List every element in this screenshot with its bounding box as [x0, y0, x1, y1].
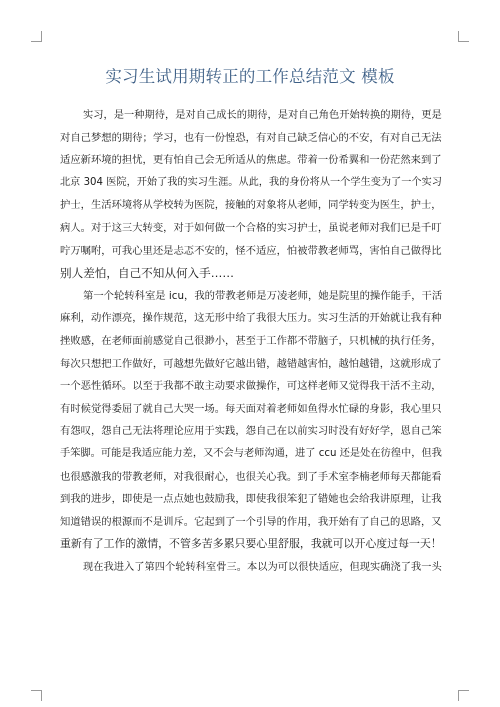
document-title: 实习生试用期转正的工作总结范文 模板	[105, 67, 395, 86]
paragraph-line: 护士，生活环境将从学校转为医院，接触的对象将从老师，同学转变为医生，护士，	[60, 199, 442, 212]
paragraph-line: 挫败感，在老师面前感觉自己很渺小，甚至于工作都不带脑子，只机械的执行任务，	[60, 334, 442, 347]
paragraph-line: 咛万嘱咐，可我心里还是忐忑不安的，怪不适应，怕被带教老师骂，害怕自己做得比	[60, 244, 442, 257]
paragraph-line: 每次只想把工作做好，可越想先做好它越出错，越错越害怕，越怕越错，这就形成了	[60, 357, 442, 370]
paragraph-1	[60, 104, 442, 285]
paragraph-line: 第一个轮转科室是 icu，我的带教老师是万凌老师，她是院里的操作能手，干活	[83, 289, 443, 302]
crop-mark-top-left	[31, 31, 42, 42]
crop-mark-bottom-right	[458, 690, 469, 701]
paragraph-line: 病人。对于这三大转变，对于如何做一个合格的实习护士，虽说老师对我们已是千叮	[60, 221, 442, 234]
paragraph-line: 知道错误的根源而不是训斥。它起到了一个引导的作用，我开始有了自己的思路，又	[60, 515, 442, 528]
paragraph-3	[60, 556, 442, 579]
paragraph-line: 麻利，动作漂亮，操作规范，这无形中给了我很大压力。实习生活的开始就让我有种	[60, 312, 442, 325]
paragraph-line: 有怨叹，怨自己无法将理论应用于实践，怨自己在以前实习时没有好好学，恩自己笨	[60, 425, 442, 438]
paragraph-line: 别人差怕，自己不知从何入手……	[60, 266, 234, 281]
paragraph-2	[60, 285, 442, 556]
paragraph-line: 对自己梦想的期待；学习，也有一份惶恐，有对自己缺乏信心的不安，有对自己无法	[60, 131, 442, 144]
crop-mark-top-right	[458, 31, 469, 42]
document-body	[60, 104, 442, 578]
paragraph-line: 手笨脚。可能是我适应能力差，又不会与老师沟通，进了 ccu 还是处在彷徨中，但我	[60, 447, 442, 459]
paragraph-line: 北京 304 医院，开始了我的实习生涯。从此，我的身份将从一个学生变为了一个实习	[60, 176, 442, 188]
paragraph-line: 到我的进步，即使是一点点她也鼓励我，即使我很笨犯了错她也会给我讲原理，让我	[60, 493, 442, 506]
crop-mark-bottom-left	[31, 690, 42, 701]
paragraph-line: 也很感激我的带教老师，对我很耐心，也很关心我。到了手术室李楠老师每天都能看	[60, 470, 442, 483]
paragraph-line: 现在我进入了第四个轮转科室骨三。本以为可以很快适应，但现实确浇了我一头	[83, 560, 442, 573]
paragraph-line: 一个恶性循环。以至于我都不敢主动要求做操作，可这样老师又觉得我干活不主动，	[60, 380, 442, 393]
paragraph-line: 重新有了工作的激情，不管多苦多累只要心里舒服，我就可以开心度过每一天！	[60, 537, 442, 551]
paragraph-line: 有时候觉得委屈了就自己大哭一场。每天面对着老师如鱼得水忙碌的身影，我心里只	[60, 402, 442, 415]
paragraph-line: 实习，是一种期待，是对自己成长的期待，是对自己角色开始转换的期待，更是	[83, 109, 442, 121]
paragraph-line: 适应新环境的担忧，更有怕自己会无所适从的焦虑。带着一份希翼和一份茫然来到了	[60, 154, 442, 167]
